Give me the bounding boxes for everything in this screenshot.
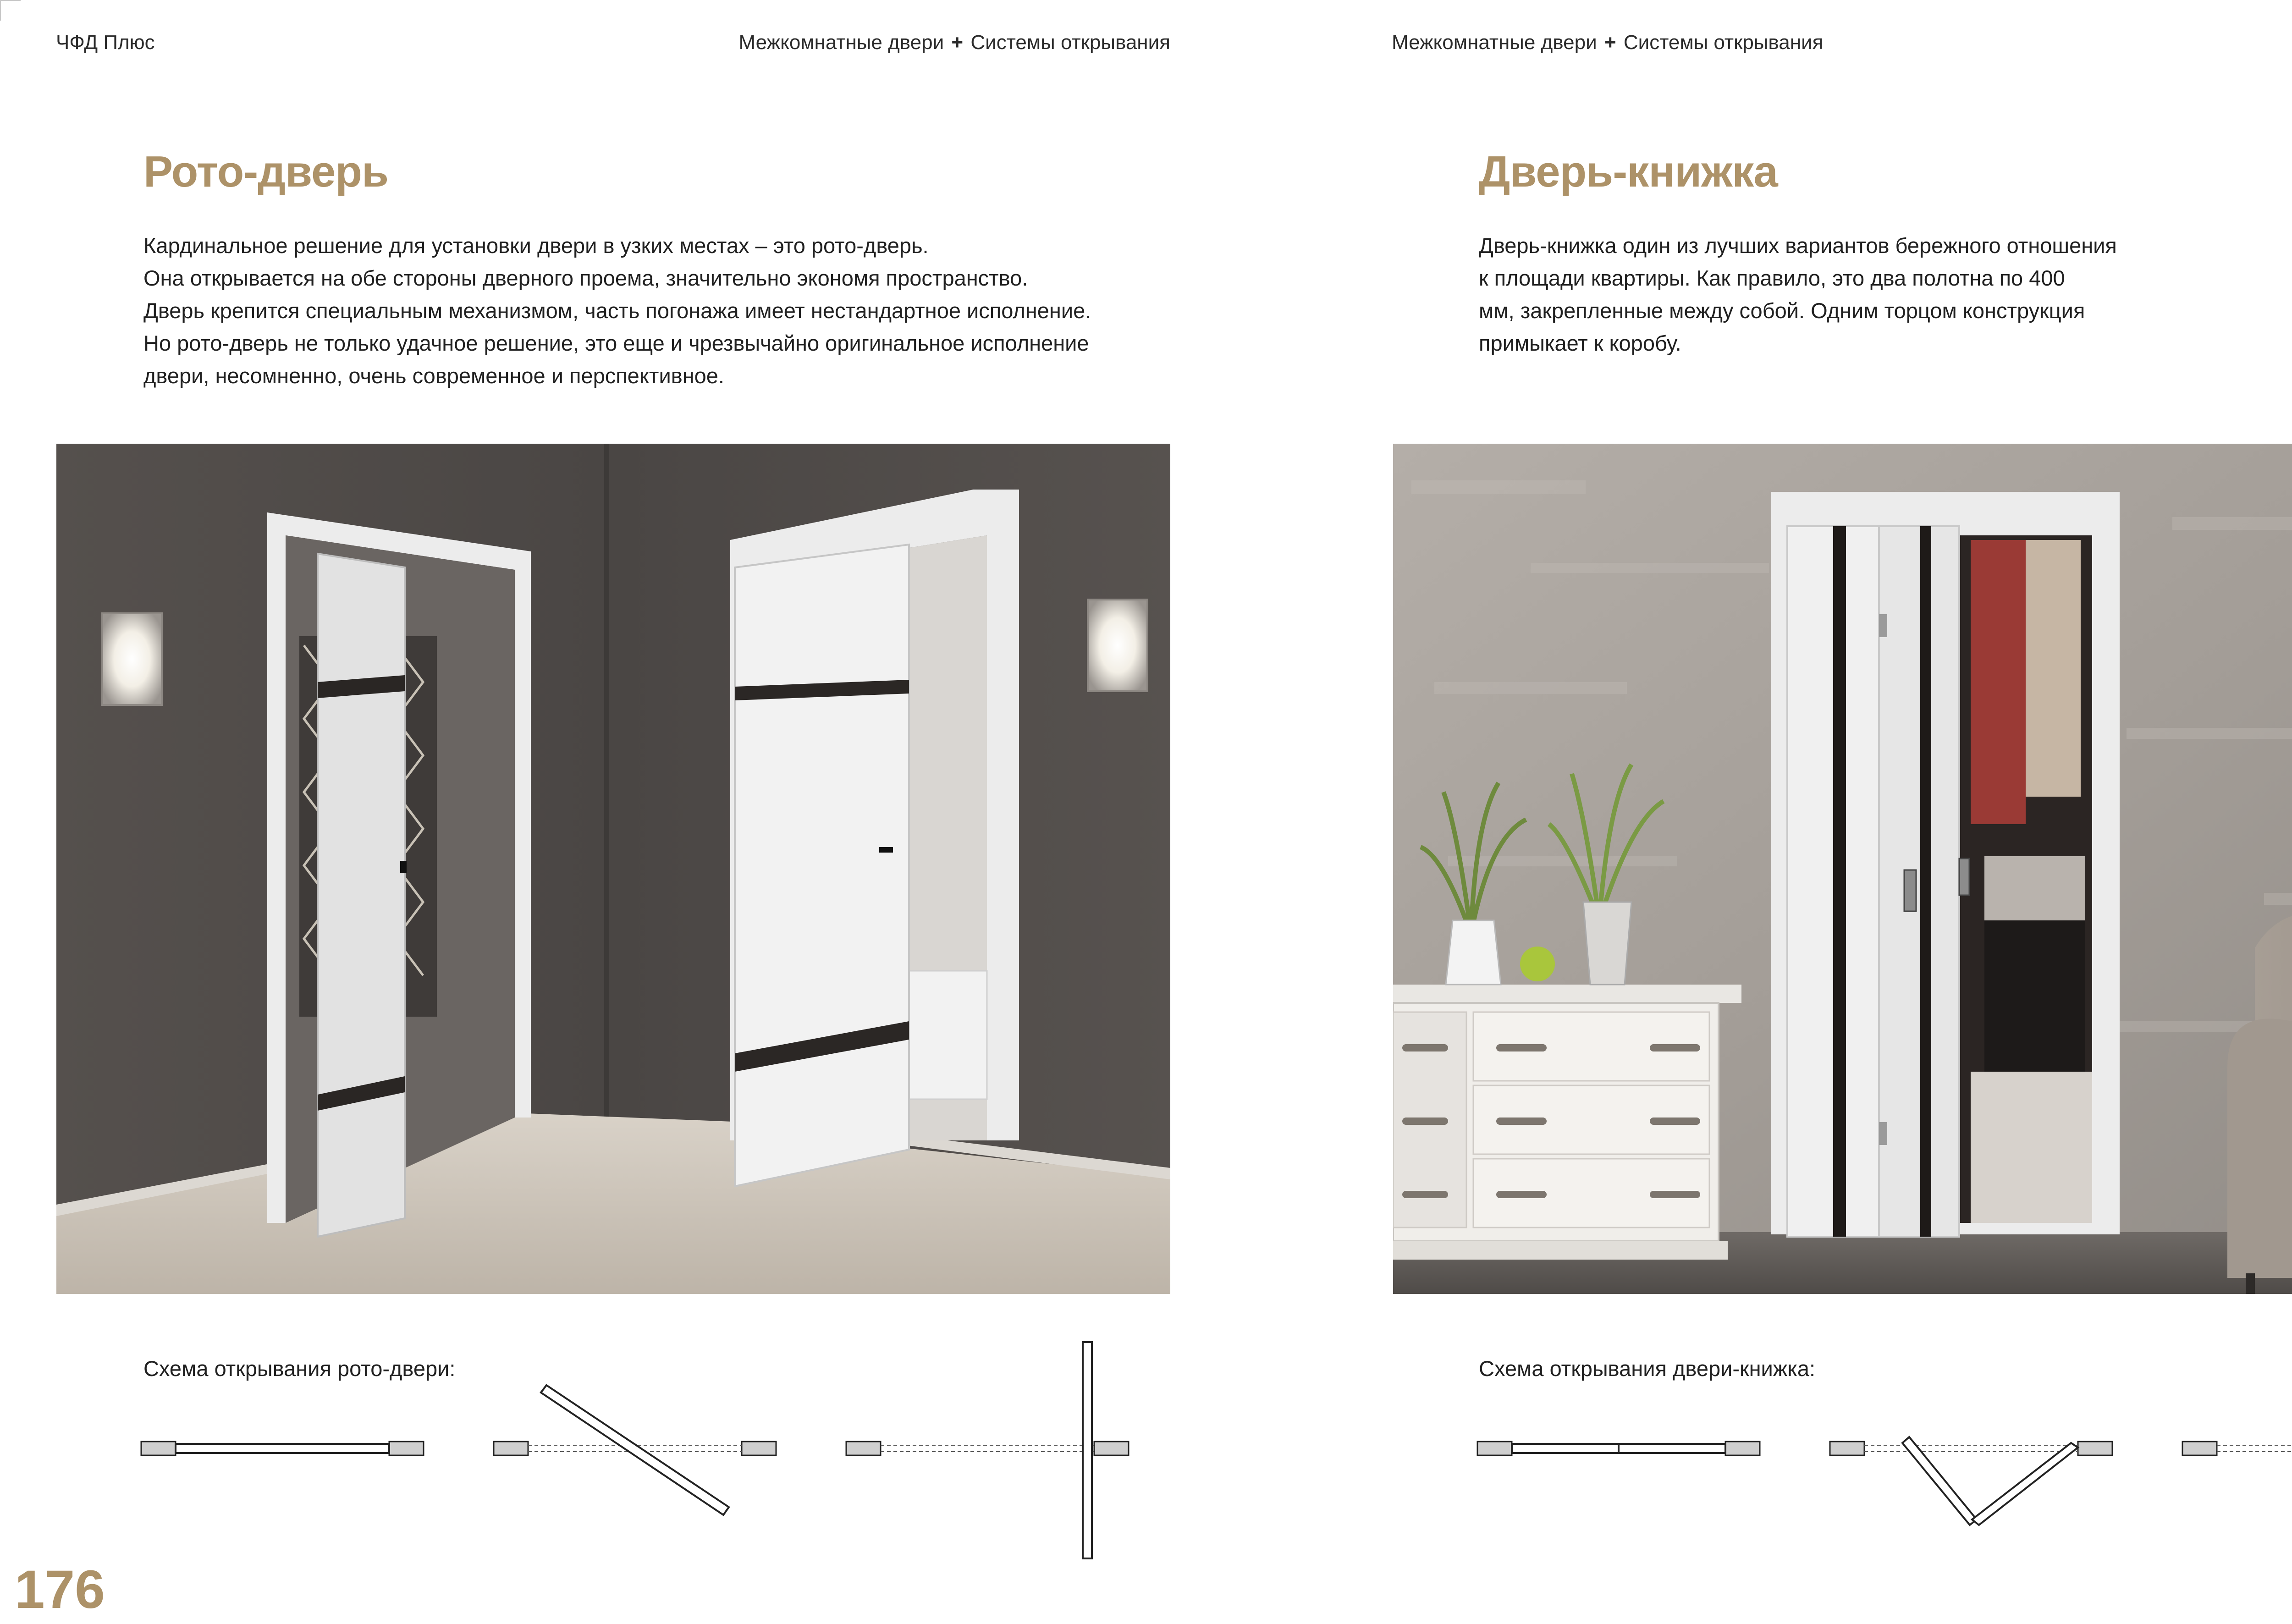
roto-scheme-rotating — [493, 1384, 777, 1522]
paragraph-line: двери, несомненно, очень современное и перспективное. — [143, 363, 724, 388]
page-number: 176 — [15, 1559, 105, 1620]
header-section-part1: Межкомнатные двери — [1392, 31, 1597, 54]
book-scheme-closed — [1477, 1435, 1761, 1462]
header-section — [739, 31, 1170, 54]
scheme-label: Схема открывания рото-двери: — [143, 1356, 456, 1381]
paragraph-line: Она открывается на обе стороны дверного проема, значительно экономя пространство. — [143, 266, 1028, 290]
crop-mark-icon — [0, 0, 21, 21]
paragraph-line: Дверь-книжка один из лучших вариантов бережного отношения — [1479, 233, 2117, 258]
header-section — [1392, 31, 1823, 54]
paragraph-line: мм, закрепленные между собой. Одним торцом конструкция — [1479, 298, 2085, 323]
header-brand: ЧФД Плюс — [56, 31, 155, 54]
header-plus: + — [1604, 31, 1616, 54]
book-scheme-folding — [1829, 1435, 2113, 1526]
right-page — [1282, 0, 2292, 1624]
description-paragraph — [1479, 229, 2117, 359]
paragraph-line: Дверь крепится специальным механизмом, часть погонажа имеет нестандартное исполнение. — [143, 298, 1091, 323]
header-plus: + — [951, 31, 964, 54]
book-door-photo — [1393, 444, 2292, 1294]
description-paragraph — [143, 229, 1091, 392]
roto-door-photo — [56, 444, 1170, 1294]
paragraph-line: Но рото-дверь не только удачное решение, это еще и чрезвычайно оригинальное исполнение — [143, 331, 1089, 355]
header-section-part2: Системы открывания — [1623, 31, 1824, 54]
paragraph-line: примыкает к коробу. — [1479, 331, 1681, 355]
paragraph-line: к площади квартиры. Как правило, это два полотна по 400 — [1479, 266, 2065, 290]
paragraph-line: Кардинальное решение для установки двери в узких местах – это рото-дверь. — [143, 233, 929, 258]
page-title: Дверь-книжка — [1479, 147, 1778, 196]
header-section-part2: Системы открывания — [970, 31, 1170, 54]
header-section-part1: Межкомнатные двери — [738, 31, 944, 54]
scheme-label: Схема открывания двери-книжка: — [1479, 1356, 1816, 1381]
book-scheme-open — [2182, 1435, 2292, 1568]
page-title: Рото-дверь — [143, 147, 388, 196]
roto-scheme-open — [845, 1341, 1129, 1561]
roto-scheme-closed — [140, 1435, 424, 1462]
